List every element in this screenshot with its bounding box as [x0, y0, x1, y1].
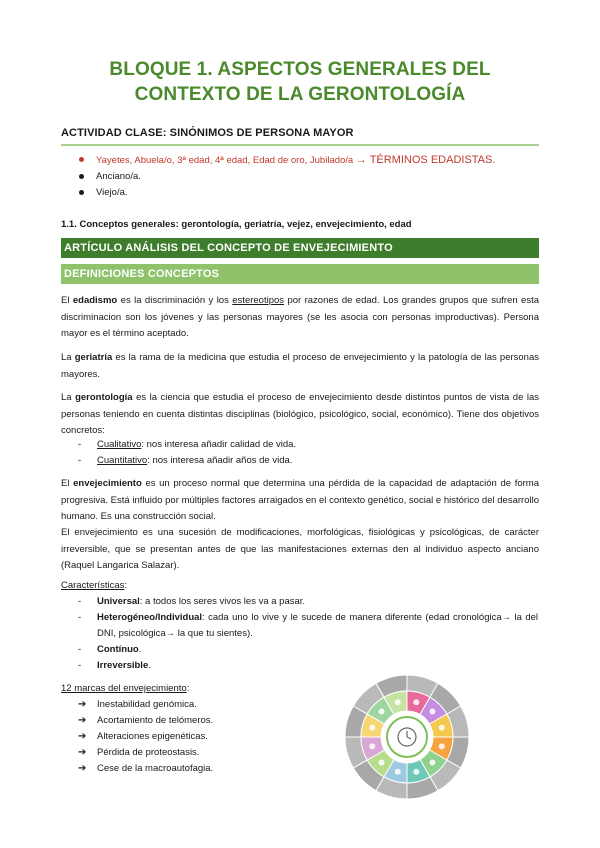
envejecimiento-paragraph-2: El envejecimiento es una sucesión de modificaciones, morfológicas, fisiológicas y psicológicas, de carácter irreversible, que se presentan antes de que las manifestaciones externas den al individuo aspecto anciano (Raquel Langarica Salazar). — [61, 527, 539, 571]
synonyms-list — [76, 152, 495, 201]
definitions-banner: DEFINICIONES CONCEPTOS — [61, 264, 539, 284]
activity-heading: ACTIVIDAD CLASE: SINÓNIMOS DE PERSONA MAYOR — [61, 127, 354, 139]
hallmark-symbol-icon — [379, 709, 385, 715]
bullet-dot-icon — [79, 190, 84, 195]
bullet-dot-icon — [79, 174, 84, 179]
term-edadismo: edadismo — [72, 295, 118, 306]
text: : — [186, 683, 190, 694]
hallmark-symbol-icon — [369, 725, 375, 731]
hallmark-text: Cese de la macroautofagia. — [97, 763, 214, 774]
hallmark-symbol-icon — [429, 759, 435, 765]
hallmark-symbol-icon — [395, 699, 401, 705]
term-estereotipos: estereotipos — [232, 295, 285, 306]
section-number: 1.1. — [61, 219, 77, 230]
article-banner: ARTÍCULO ANÁLISIS DEL CONCEPTO DE ENVEJECIMIENTO — [61, 238, 539, 258]
section-title: Conceptos generales: gerontología, geriatría, vejez, envejecimiento, edad — [79, 219, 412, 230]
term-gerontologia: gerontología — [75, 392, 133, 403]
marcas-label: 12 marcas del envejecimiento — [61, 683, 187, 694]
characteristics-list — [78, 594, 538, 674]
text: es la discriminación y los — [120, 295, 229, 306]
page-title-line-2: CONTEXTO DE LA GERONTOLOGÍA — [134, 84, 466, 105]
objective-text: : nos interesa añadir calidad de vida. — [141, 439, 297, 450]
list-item — [76, 152, 495, 169]
text: La — [61, 392, 72, 403]
text: El — [61, 478, 70, 489]
heading-underline-rule — [61, 144, 539, 146]
arrow-icon: ➔ — [78, 731, 87, 742]
list-item — [76, 169, 495, 185]
text: por razones de edad. Los grandes grupos que sufren esta discriminacion son los jóvenes y las personas mayores (se les asocia con personas improductivas). Persona mayor es el término aceptado. — [61, 295, 539, 339]
text: La — [61, 352, 72, 363]
list-item — [78, 697, 213, 713]
hallmark-text: Alteraciones epigenéticas. — [97, 731, 208, 742]
synonym-text: Viejo/a. — [96, 187, 128, 198]
list-item — [76, 185, 495, 201]
list-item — [78, 594, 538, 610]
geriatria-paragraph — [61, 350, 539, 383]
hallmark-symbol-icon — [439, 725, 445, 731]
objective-label: Cualitativo — [97, 439, 142, 450]
characteristic-label: Universal — [97, 596, 140, 607]
text: es la ciencia que estudia el proceso de envejecimiento desde distintos puntos de vista de las personas teniendo en cuenta distintas disciplinas (biológico, psicológico, social, económico). Tiene dos objetivos concretos: — [61, 392, 539, 436]
list-item — [78, 453, 538, 469]
hallmark-symbol-icon — [439, 743, 445, 749]
hallmark-symbol-icon — [429, 709, 435, 715]
characteristic-text: : a todos los seres vivos les va a pasar. — [139, 596, 306, 607]
arrow-icon: ➔ — [78, 747, 87, 758]
page-title — [60, 57, 540, 107]
characteristic-label: Heterogéneo/Individual — [97, 612, 203, 623]
edadismo-paragraph — [61, 293, 539, 343]
bullet-dot-icon — [79, 157, 84, 162]
arrow-icon: ➔ — [78, 699, 87, 710]
characteristic-text: . — [138, 644, 142, 655]
hallmark-text: Inestabilidad genómica. — [97, 699, 197, 710]
list-item — [78, 729, 213, 745]
objective-label: Cuantitativo — [97, 455, 148, 466]
gerontologia-paragraph — [61, 390, 539, 440]
characteristic-label: Contínuo — [97, 644, 139, 655]
arrow-icon: ➔ — [78, 715, 87, 726]
list-item — [78, 642, 538, 658]
list-item — [78, 745, 213, 761]
objectives-list — [78, 437, 538, 469]
synonyms-text: Yayetes, Abuela/o, 3ª edad, 4ª edad, Edad de oro, Jubilado/a — [96, 155, 354, 166]
characteristic-label: Irreversible — [97, 660, 149, 671]
characteristic-text: : cada uno lo vive y le sucede de manera diferente (edad cronológica→ la del DNI, psicológica→ la que tu sientes). — [97, 612, 538, 639]
hallmark-text: Acortamiento de telómeros. — [97, 715, 214, 726]
synonym-text: Anciano/a. — [96, 171, 141, 182]
characteristic-text: . — [148, 660, 151, 671]
list-item — [78, 437, 538, 453]
marcas-heading — [61, 681, 321, 698]
hallmarks-list — [78, 697, 213, 777]
text: El — [61, 295, 70, 306]
list-item — [78, 658, 538, 674]
text: es un proceso normal que determina una pérdida de la capacidad de adaptación de forma progresiva. Está influido por múltiples factores arraigados en el contexto genético, social e histórico del desarrollo humano. Es una construcción social. — [61, 478, 540, 522]
term-envejecimiento: envejecimiento — [73, 478, 142, 489]
text: : — [124, 580, 127, 591]
list-item — [78, 610, 538, 642]
term-geriatria: geriatría — [74, 352, 113, 363]
hallmark-symbol-icon — [413, 769, 419, 775]
hallmarks-wheel-illustration — [344, 674, 470, 800]
caracteristicas-label: Características — [61, 580, 125, 591]
envejecimiento-paragraph-1 — [61, 476, 539, 526]
page-title-line-1: BLOQUE 1. ASPECTOS GENERALES DEL — [109, 59, 491, 80]
list-item — [78, 713, 213, 729]
ageist-terms-label: → TÉRMINOS EDADISTAS. — [355, 154, 496, 166]
objective-text: : nos interesa añadir años de vida. — [147, 455, 293, 466]
hallmark-symbol-icon — [413, 699, 419, 705]
hallmark-text: Pérdida de proteostasis. — [97, 747, 200, 758]
list-item — [78, 761, 213, 777]
hallmark-symbol-icon — [395, 769, 401, 775]
arrow-icon: ➔ — [78, 763, 87, 774]
caracteristicas-heading — [61, 578, 539, 595]
hallmark-symbol-icon — [379, 759, 385, 765]
section-heading — [61, 219, 412, 230]
text: es la rama de la medicina que estudia el proceso de envejecimiento y la patología de las personas mayores. — [61, 352, 539, 380]
hallmark-symbol-icon — [369, 743, 375, 749]
